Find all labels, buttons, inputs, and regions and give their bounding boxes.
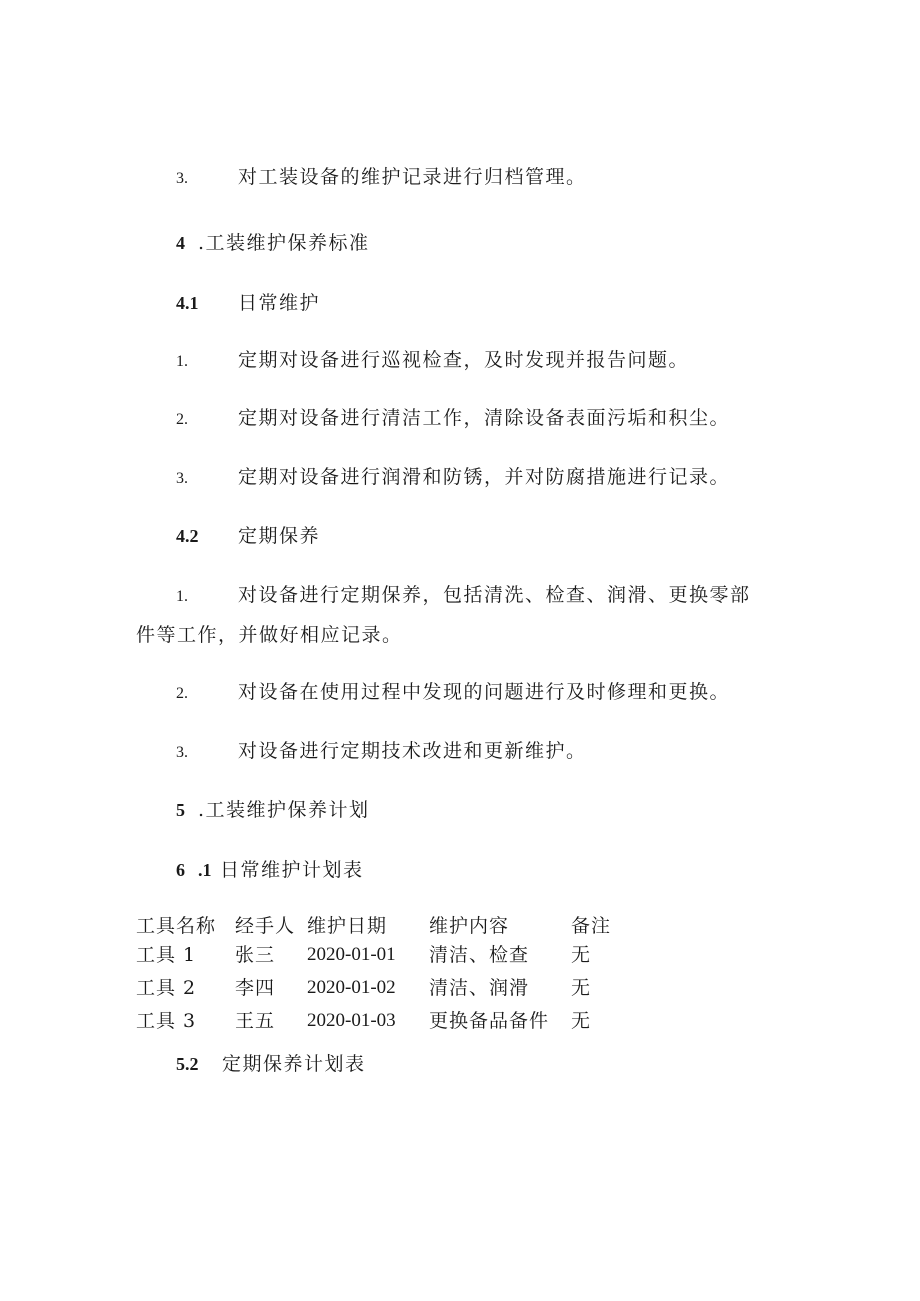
subsection-number: 6 bbox=[176, 860, 185, 880]
list-number: 2. bbox=[176, 685, 188, 702]
list-number: 2. bbox=[176, 411, 188, 428]
table-cell: 2020-01-02 bbox=[307, 977, 396, 998]
list-item-text: 对设备在使用过程中发现的问题进行及时修理和更换。 bbox=[238, 681, 731, 703]
list-item-text: 定期对设备进行润滑和防锈，并对防腐措施进行记录。 bbox=[238, 466, 731, 488]
section-title: .工装维护保养标准 bbox=[198, 232, 370, 254]
table-cell: 张三 bbox=[235, 944, 276, 966]
table-header-cell: 维护日期 bbox=[307, 915, 388, 937]
subsection-title: 日常维护 bbox=[238, 292, 321, 314]
list-number: 3. bbox=[176, 170, 188, 187]
table-header-cell: 经手人 bbox=[235, 915, 296, 937]
list-item-text: 对设备进行定期技术改进和更新维护。 bbox=[238, 740, 587, 762]
table-header-cell: 备注 bbox=[571, 915, 612, 937]
list-item-text: 定期对设备进行清洁工作，清除设备表面污垢和积尘。 bbox=[238, 407, 731, 429]
subsection-title: 定期保养 bbox=[238, 525, 321, 547]
list-item-text: 对工装设备的维护记录进行归档管理。 bbox=[238, 166, 587, 188]
subsection-title: 定期保养计划表 bbox=[222, 1053, 366, 1075]
list-number: 1. bbox=[176, 588, 188, 605]
subsection-number: 4.2 bbox=[176, 526, 199, 546]
subsection-number-suffix: .1 bbox=[198, 860, 212, 880]
table-header-cell: 维护内容 bbox=[429, 915, 510, 937]
table-header-cell: 工具名称 bbox=[136, 915, 217, 937]
table-cell: 工具 1 bbox=[136, 944, 197, 966]
table-cell: 更换备品备件 bbox=[429, 1010, 550, 1032]
table-cell: 清洁、检查 bbox=[429, 944, 530, 966]
table-cell: 2020-01-03 bbox=[307, 1010, 396, 1031]
table-cell: 无 bbox=[571, 944, 592, 966]
list-number: 3. bbox=[176, 470, 188, 487]
table-cell: 2020-01-01 bbox=[307, 944, 396, 965]
list-number: 1. bbox=[176, 353, 188, 370]
table-cell: 工具 2 bbox=[136, 977, 197, 999]
table-cell: 清洁、润滑 bbox=[429, 977, 530, 999]
subsection-number: 5.2 bbox=[176, 1054, 199, 1074]
table-cell: 王五 bbox=[235, 1010, 276, 1032]
table-cell: 无 bbox=[571, 977, 592, 999]
subsection-number: 4.1 bbox=[176, 293, 199, 313]
list-item-continuation: 件等工作，并做好相应记录。 bbox=[136, 624, 403, 646]
list-item-text: 定期对设备进行巡视检查，及时发现并报告问题。 bbox=[238, 349, 690, 371]
section-title: .工装维护保养计划 bbox=[198, 799, 370, 821]
section-number: 5 bbox=[176, 800, 185, 820]
subsection-title: 日常维护计划表 bbox=[220, 859, 364, 881]
table-cell: 工具 3 bbox=[136, 1010, 197, 1032]
table-cell: 无 bbox=[571, 1010, 592, 1032]
list-number: 3. bbox=[176, 744, 188, 761]
table-cell: 李四 bbox=[235, 977, 276, 999]
list-item-text: 对设备进行定期保养，包括清洗、检查、润滑、更换零部 bbox=[238, 584, 751, 606]
section-number: 4 bbox=[176, 233, 185, 253]
